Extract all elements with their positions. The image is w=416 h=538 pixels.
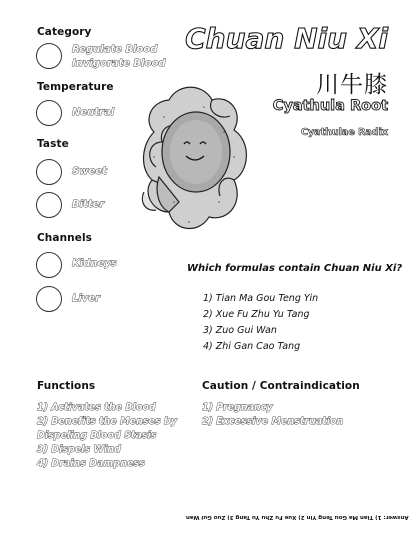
temperature-heading: Temperature [37, 81, 114, 93]
taste-answer-circle-1[interactable] [36, 159, 62, 185]
cautions-item-1: 1) Pregnancy [202, 402, 273, 413]
herb-root-illustration [134, 72, 264, 242]
taste-value-2: Bitter [72, 199, 105, 210]
taste-value-1: Sweet [72, 166, 107, 177]
functions-item-5: 4) Drains Dampness [37, 458, 145, 469]
formula-item-3: 3) Zuo Gui Wan [203, 325, 277, 336]
herb-chinese-name: 川牛膝 [316, 72, 388, 98]
channels-answer-circle-1[interactable] [36, 252, 62, 278]
channels-heading: Channels [37, 232, 92, 244]
cautions-item-2: 2) Excessive Menstruation [202, 416, 344, 427]
cautions-heading: Caution / Contraindication [202, 380, 360, 392]
formula-question: Which formulas contain Chuan Niu Xi? [187, 263, 403, 274]
temperature-value: Neutral [72, 107, 115, 118]
channels-value-1: Kidneys [72, 258, 117, 269]
herb-pinyin-title: Chuan Niu Xi [185, 22, 388, 55]
category-answer-circle[interactable] [36, 43, 62, 69]
functions-heading: Functions [37, 380, 96, 392]
functions-item-2: 2) Benefits the Menses by [37, 416, 177, 427]
taste-answer-circle-2[interactable] [36, 192, 62, 218]
formula-list [203, 291, 318, 355]
temperature-answer-circle[interactable] [36, 100, 62, 126]
formula-item-2: 2) Xue Fu Zhu Yu Tang [203, 309, 310, 320]
herb-english-name: Cyathula Root [272, 98, 388, 114]
category-value [72, 43, 166, 71]
channels-answer-circle-2[interactable] [36, 286, 62, 312]
functions-item-4: 3) Dispels Wind [37, 444, 121, 455]
formula-item-4: 4) Zhi Gan Cao Tang [203, 341, 301, 352]
answer-key-upside-down: Answer: 1) Tian Ma Gou Teng Yin 2) Xue Fu Zhu Yu Tang 3) Zuo Gui Wan [186, 514, 409, 520]
cautions-list [202, 401, 343, 429]
category-value-line1: Regulate Blood [72, 44, 158, 55]
formula-item-1: 1) Tian Ma Gou Teng Yin [203, 293, 319, 304]
category-heading: Category [37, 26, 92, 38]
functions-item-1: 1) Activates the Blood [37, 402, 156, 413]
functions-item-3: Dispeling Blood Stasis [37, 430, 157, 441]
functions-list [37, 401, 177, 471]
taste-heading: Taste [37, 138, 69, 150]
herb-latin-name: Cyathulae Radix [301, 127, 388, 138]
channels-value-2: Liver [72, 293, 101, 304]
category-value-line2: Invigorate Blood [72, 58, 166, 69]
